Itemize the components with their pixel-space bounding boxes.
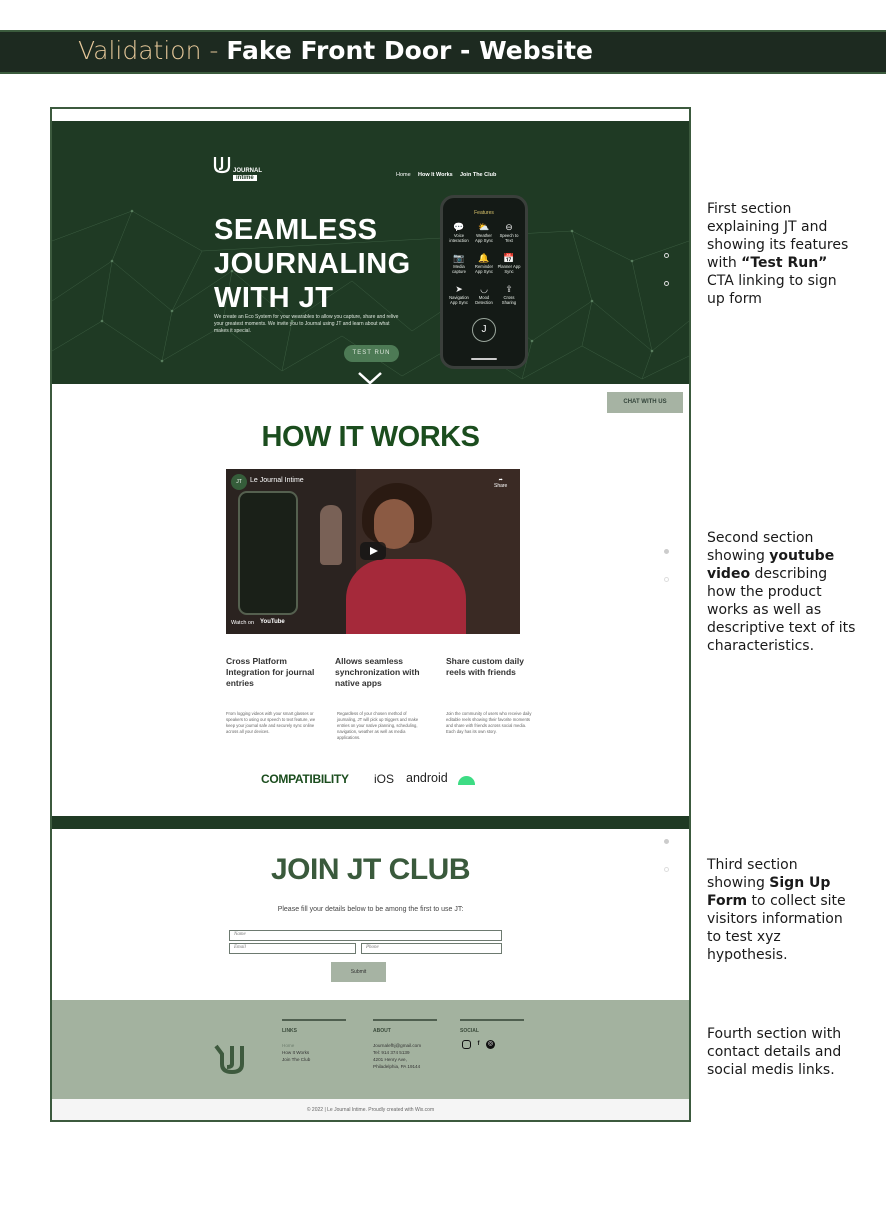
footer-section xyxy=(52,1000,689,1099)
feature-weather: ⛅ Weather App Sync xyxy=(472,222,496,243)
channel-avatar[interactable]: JT xyxy=(231,474,247,490)
footer-email[interactable]: Journalefhj@gmail.com xyxy=(373,1043,422,1048)
feature-heading-2: Allows seamless synchronization with native apps xyxy=(335,656,420,688)
join-club-subtitle: Please fill your details below to be among the first to use JT: xyxy=(277,906,464,913)
video-title[interactable]: Le Journal Intime xyxy=(250,477,304,484)
hero-description: We create an Eco System for your wearables to allow you capture, share and relive your greatest moments. We invite you to Journal using JT and learn about what makes it special. xyxy=(214,314,399,334)
footer-address-line2: Philadelphia, PA 19144 xyxy=(373,1064,421,1069)
about-heading: ABOUT xyxy=(373,1028,391,1034)
social-heading: SOCIAL xyxy=(460,1028,479,1034)
submit-button[interactable]: Submit xyxy=(331,962,386,982)
copyright-text: © 2022 | Le Journal Intime. Proudly created with Wix.com xyxy=(306,1107,435,1113)
footer-link-home[interactable]: Home xyxy=(282,1043,295,1048)
section-nav-dot[interactable] xyxy=(664,253,669,258)
messenger-icon[interactable]: ◎ xyxy=(487,1041,494,1047)
mood-icon: ◡ xyxy=(480,284,488,294)
feature-reminder: 🔔 Reminder App Sync xyxy=(472,253,496,274)
about-column-rule xyxy=(373,1019,437,1021)
facebook-icon[interactable]: f xyxy=(477,1041,480,1047)
jt-logo-icon[interactable] xyxy=(212,154,232,179)
section-nav-dot[interactable] xyxy=(664,577,669,582)
bell-icon: 🔔 xyxy=(478,253,490,263)
feature-planner: 📅 Planner App Sync xyxy=(497,253,521,274)
ios-logo: iOS xyxy=(374,772,395,786)
section-nav-dot[interactable] xyxy=(664,839,669,844)
footer-address-line1: 4201 Henry Ave, xyxy=(373,1057,407,1062)
android-robot-icon xyxy=(458,776,475,785)
feature-mood-detection: ◡ Mood Detection xyxy=(472,284,496,305)
feature-heading-3: Share custom daily reels with friends xyxy=(446,656,524,677)
phone-home-bar xyxy=(471,358,497,360)
website-screenshot xyxy=(50,107,691,1122)
video-phone-overlay xyxy=(238,491,298,615)
navigation-arrow-icon: ➤ xyxy=(455,284,463,294)
instagram-icon[interactable] xyxy=(462,1040,471,1049)
feature-text-3: Join the community of users who receive daily editable reels showing their favorite moments and share with friends across social media. Each day has its own story. xyxy=(446,711,532,734)
logo-text-journal: JOURNAL xyxy=(233,168,263,174)
logo-text-intime: intime xyxy=(233,175,257,181)
slide-title-bold: Fake Front Door - Website xyxy=(226,36,594,65)
weather-icon: ⛅ xyxy=(478,222,490,232)
name-field[interactable]: Name xyxy=(229,930,502,941)
note-fourth-section: Fourth section with contact details and social medis links. xyxy=(707,1026,842,1078)
section-nav-dot[interactable] xyxy=(664,281,669,286)
footer-link-join-the-club[interactable]: Join The Club xyxy=(282,1057,311,1062)
share-icon[interactable]: ➦ Share xyxy=(494,477,508,489)
footer-jt-logo-icon[interactable] xyxy=(214,1040,248,1074)
speech-icon: ⊖ xyxy=(505,222,513,232)
phone-field[interactable]: Phone xyxy=(361,943,502,954)
nav-link-join-the-club[interactable]: Join The Club xyxy=(460,172,497,178)
note-third-section: Third section showing Sign Up Form to collect site visitors information to test xyz hypothesis. xyxy=(707,857,846,963)
email-field[interactable]: Email xyxy=(229,943,356,954)
test-run-button[interactable]: TEST RUN xyxy=(344,345,399,362)
note-second-section: Second section showing youtube video describing how the product works as well as descriptive text of its characteristics. xyxy=(707,530,856,654)
android-logo: android xyxy=(406,771,448,785)
youtube-video-embed[interactable] xyxy=(226,469,520,634)
nav-link-how-it-works[interactable]: How It Works xyxy=(418,172,453,178)
chevron-down-icon[interactable] xyxy=(357,371,383,384)
feature-text-1: From logging videos with your smart glasses or speakers to using our speech to text feature, we keep your journal safe and securely sync online across all your devices. xyxy=(226,711,316,734)
feature-text-2: Regardless of your chosen method of journaling, JT will pick up triggers and make entries on your native planning, scheduling, navigation, weather as well as media applications. xyxy=(337,711,419,740)
slide-title xyxy=(78,36,593,66)
phone-mockup xyxy=(440,195,528,369)
watch-on-label: Watch on xyxy=(231,620,255,626)
camera-icon: 📷 xyxy=(453,253,465,263)
social-column-rule xyxy=(460,1019,524,1021)
play-icon xyxy=(370,547,378,555)
nav-link-home[interactable]: Home xyxy=(396,172,411,178)
video-person-body xyxy=(346,559,466,634)
youtube-logo-link[interactable]: YouTube xyxy=(260,619,285,625)
join-club-title: JOIN JT CLUB xyxy=(270,853,471,886)
footer-link-how-it-works[interactable]: How It Works xyxy=(282,1050,310,1055)
hero-headline: SEAMLESS JOURNALING WITH JT xyxy=(214,214,411,314)
section-nav-dot[interactable] xyxy=(664,549,669,554)
phone-features-title: Features xyxy=(474,210,494,216)
hero-section xyxy=(52,121,689,384)
feature-heading-1: Cross Platform Integration for journal entries xyxy=(226,656,315,688)
calendar-icon: 📅 xyxy=(503,253,515,263)
chat-with-us-button[interactable]: CHAT WITH US xyxy=(607,392,683,413)
slide-title-light: Validation - xyxy=(78,36,227,65)
feature-speech-to-text: ⊖ Speech to Text xyxy=(497,222,521,243)
note-first-section: First section explaining JT and showing its features with “Test Run” CTA linking to sign up form xyxy=(707,201,849,307)
phone-jt-logo-icon: J xyxy=(472,318,496,342)
footer-phone: Tel: 914 374 5139 xyxy=(373,1050,410,1055)
links-column-rule xyxy=(282,1019,346,1021)
share-icon: ⇪ xyxy=(505,284,513,294)
chat-bubble-icon: 💬 xyxy=(453,222,465,232)
feature-navigation: ➤ Navigation App Sync xyxy=(447,284,471,305)
links-heading: LINKS xyxy=(282,1028,297,1034)
how-it-works-title: HOW IT WORKS xyxy=(261,421,480,453)
feature-voice-interaction: 💬 Voice interaction xyxy=(447,222,471,243)
feature-cross-sharing: ⇪ Cross Sharing xyxy=(497,284,521,305)
feature-media-capture: 📷 Media capture xyxy=(447,253,471,274)
section-divider xyxy=(52,816,689,829)
wine-glass xyxy=(320,505,342,565)
compatibility-label: COMPATIBILITY xyxy=(261,772,349,786)
hero-top-strip xyxy=(52,109,689,121)
